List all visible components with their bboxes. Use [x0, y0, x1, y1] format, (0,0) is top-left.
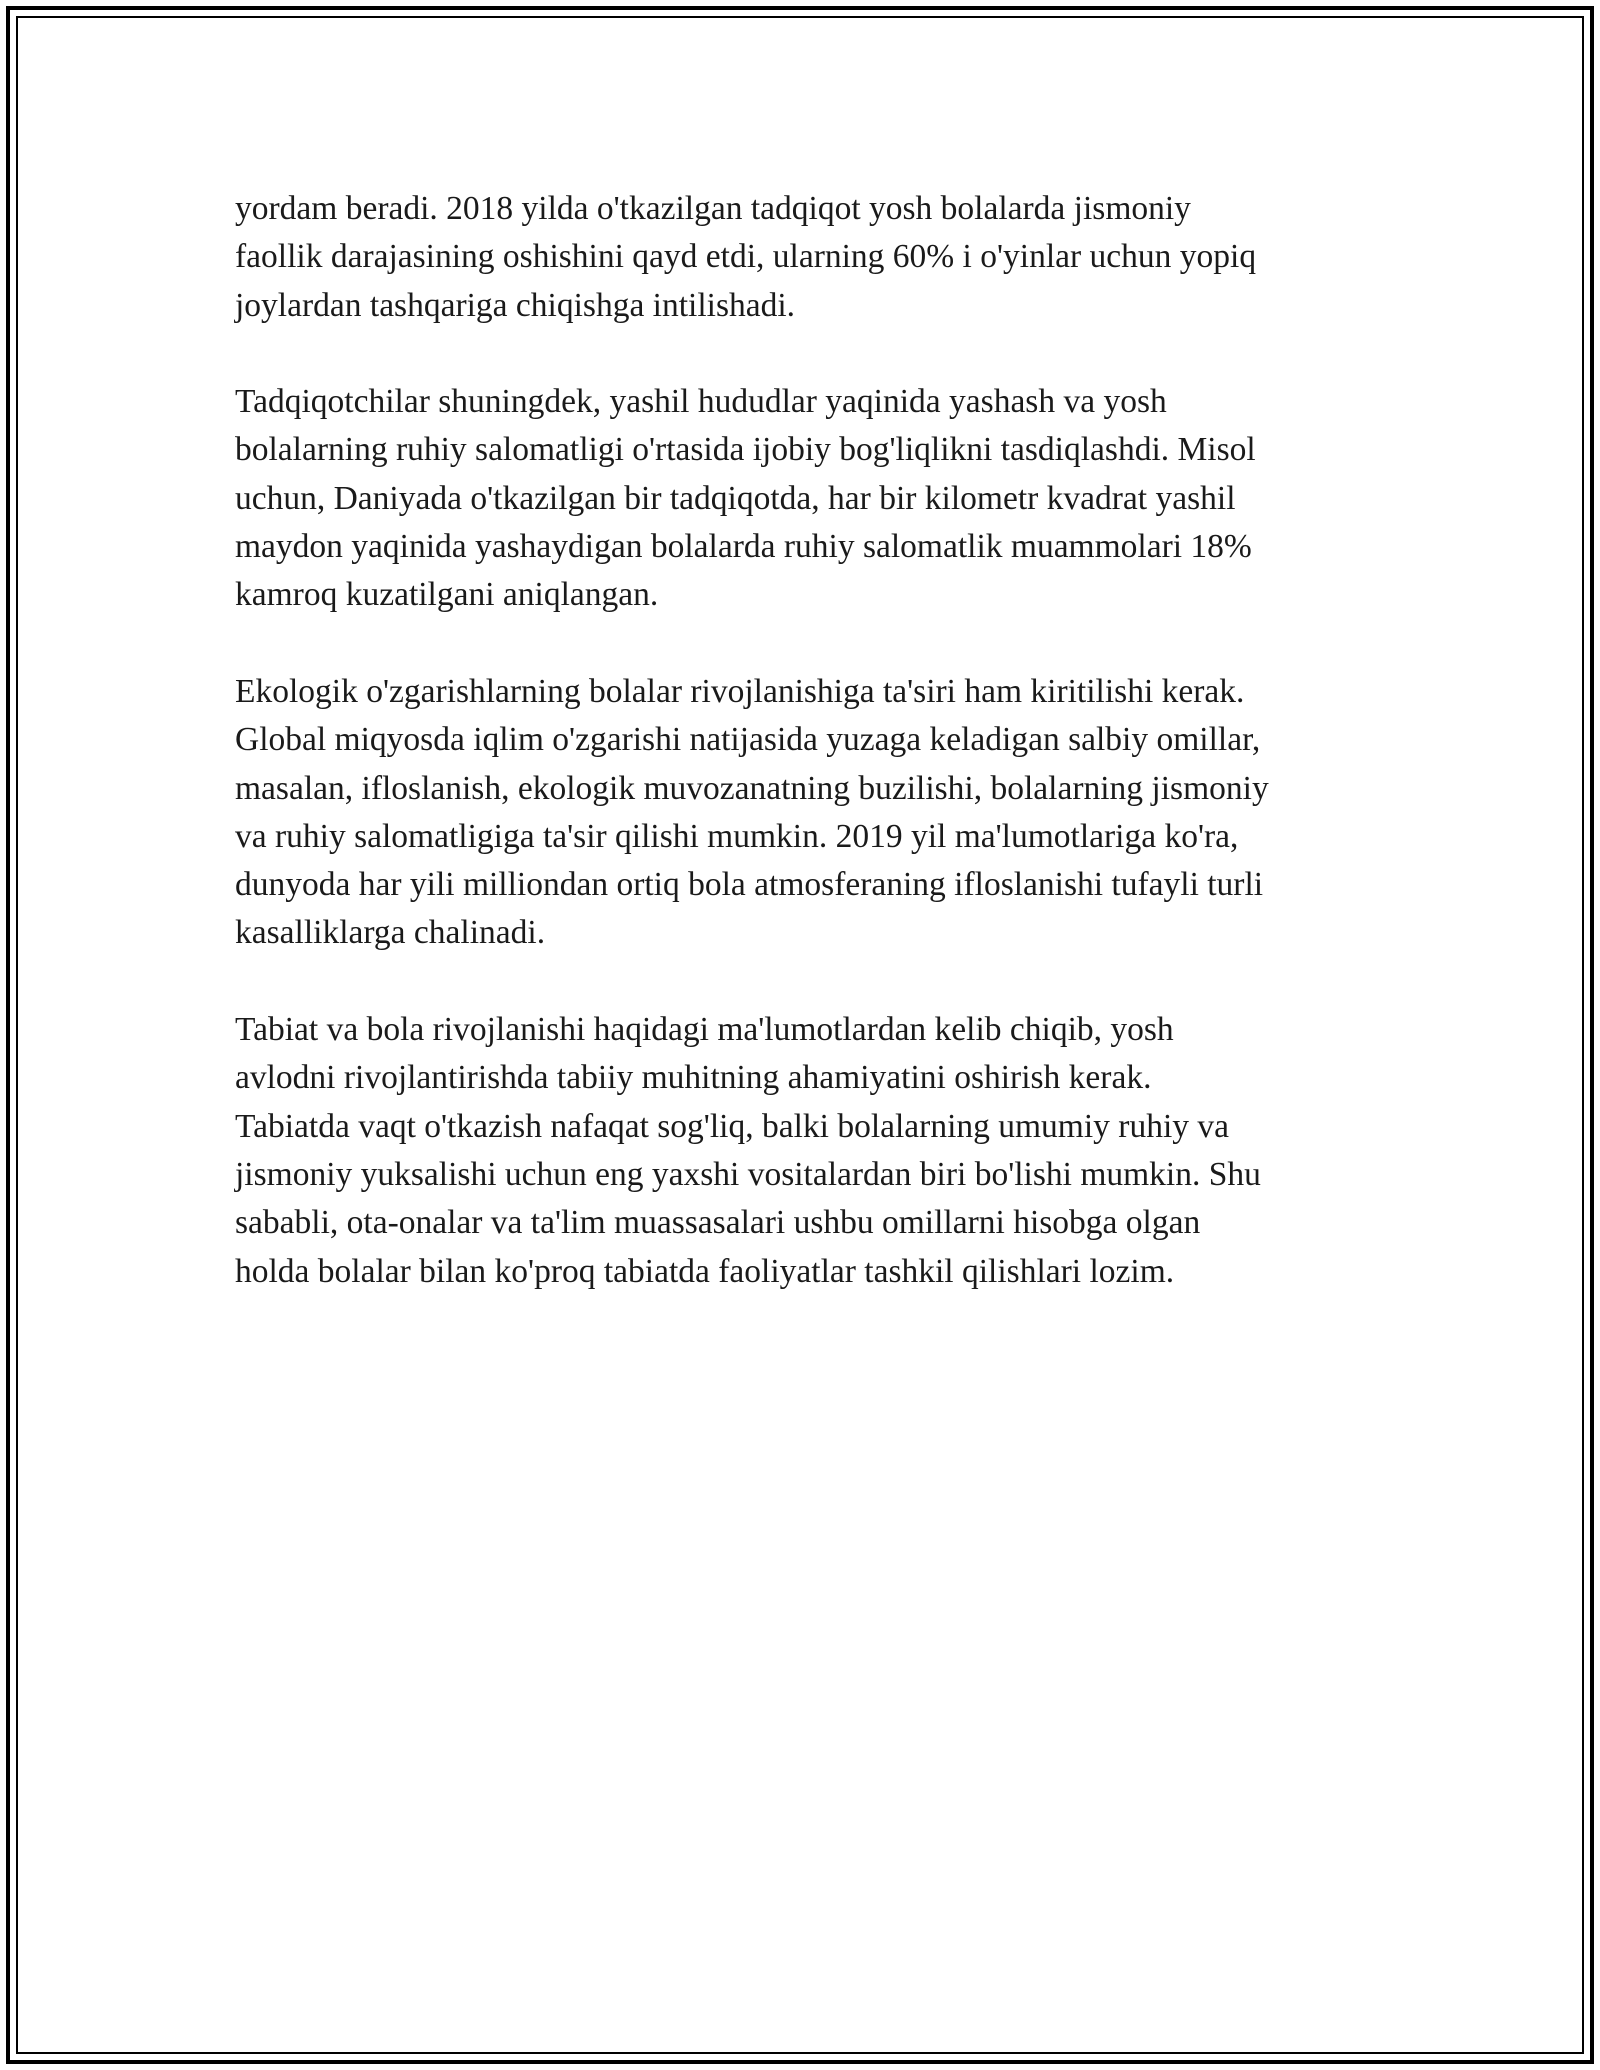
paragraph-1	[235, 185, 1385, 330]
text-line: kasalliklarga chalinadi.	[235, 914, 546, 952]
text-line: uchun, Daniyada o'tkazilgan bir tadqiqotda, har bir kilometr kvadrat yashil	[235, 479, 1236, 517]
text-line: maydon yaqinida yashaydigan bolalarda ruhiy salomatlik muammolari 18%	[235, 528, 1252, 566]
text-line: va ruhiy salomatligiga ta'sir qilishi mumkin. 2019 yil ma'lumotlariga ko'ra,	[235, 817, 1239, 855]
text-line: bolalarning ruhiy salomatligi o'rtasida ijobiy bog'liqlikni tasdiqlashdi. Misol	[235, 431, 1256, 469]
text-line: joylardan tashqariga chiqishga intilishadi.	[235, 286, 796, 324]
text-line: Tabiatda vaqt o'tkazish nafaqat sog'liq, balki bolalarning umumiy ruhiy va	[235, 1107, 1230, 1145]
paragraph-3	[235, 668, 1385, 958]
text-line: yordam beradi. 2018 yilda o'tkazilgan tadqiqot yosh bolalarda jismoniy	[235, 190, 1191, 227]
text-line: sababli, ota-onalar va ta'lim muassasalari ushbu omillarni hisobga olgan	[235, 1204, 1201, 1242]
text-line: avlodni rivojlantirishda tabiiy muhitning ahamiyatini oshirish kerak.	[235, 1059, 1152, 1097]
text-line: jismoniy yuksalishi uchun eng yaxshi vositalardan biri bo'lishi mumkin. Shu	[235, 1155, 1261, 1193]
text-line: Tadqiqotchilar shuningdek, yashil hududlar yaqinida yashash va yosh	[235, 383, 1167, 421]
text-line: masalan, ifloslanish, ekologik muvozanatning buzilishi, bolalarning jismoniy	[235, 769, 1269, 807]
text-line: dunyoda har yili milliondan ortiq bola atmosferaning ifloslanishi tufayli turli	[235, 866, 1264, 904]
document-body	[235, 185, 1385, 1344]
paragraph-4	[235, 1006, 1385, 1296]
paragraph-2	[235, 378, 1385, 619]
text-line: holda bolalar bilan ko'proq tabiatda faoliyatlar tashkil qilishlari lozim.	[235, 1252, 1175, 1290]
text-line: Global miqyosda iqlim o'zgarishi natijasida yuzaga keladigan salbiy omillar,	[235, 721, 1261, 759]
text-line: kamroq kuzatilgani aniqlangan.	[235, 576, 659, 614]
text-line: Ekologik o'zgarishlarning bolalar rivojlanishiga ta'siri ham kiritilishi kerak.	[235, 672, 1245, 710]
text-line: faollik darajasining oshishini qayd etdi, ularning 60% i o'yinlar uchun yopiq	[235, 238, 1257, 276]
text-line: Tabiat va bola rivojlanishi haqidagi ma'lumotlardan kelib chiqib, yosh	[235, 1011, 1174, 1049]
